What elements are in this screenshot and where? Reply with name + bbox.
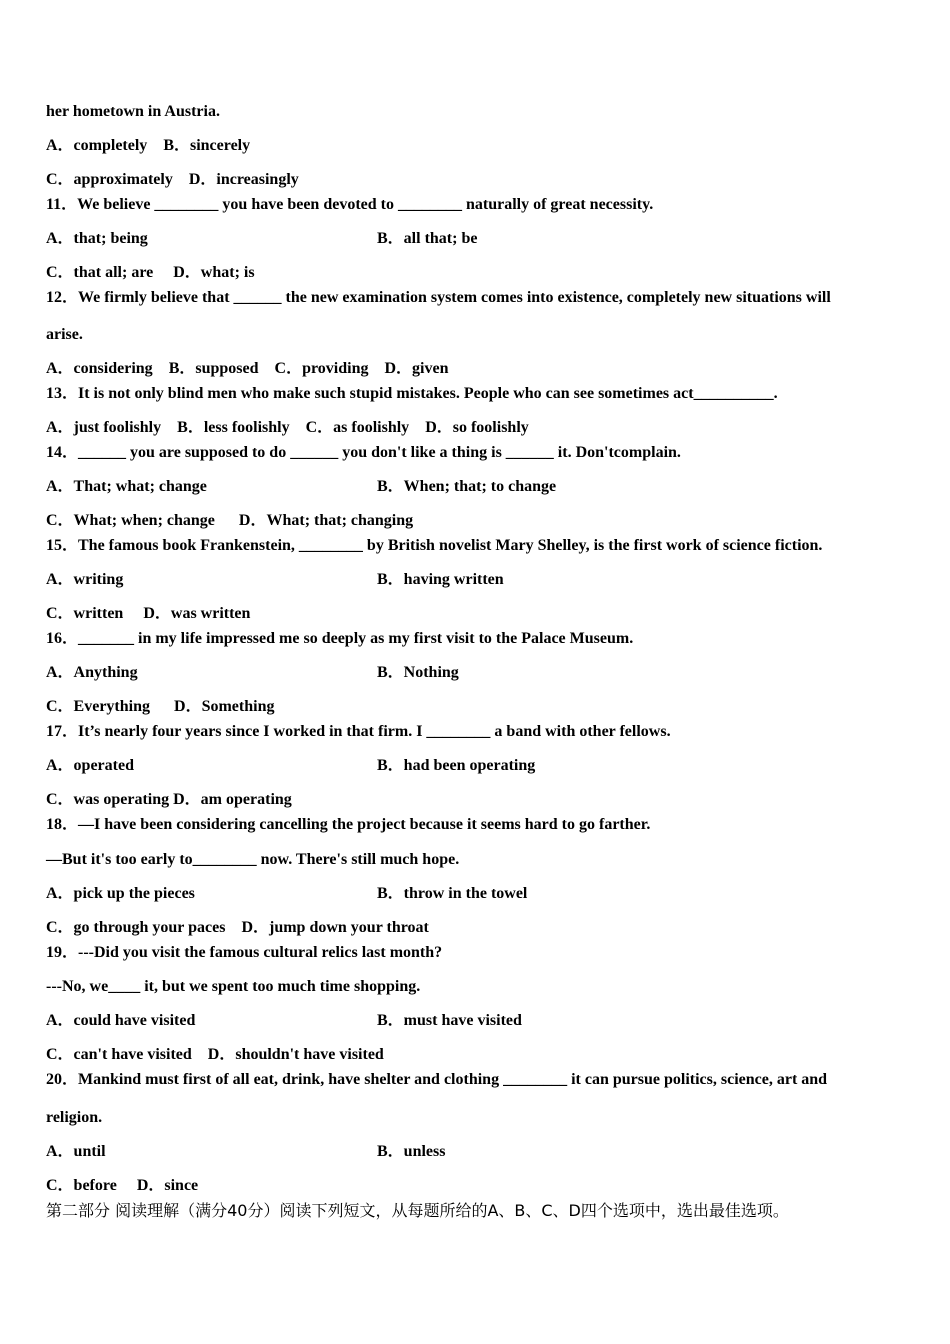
q14-option-b: B．When; that; to change (377, 478, 557, 495)
q20-option-c: C．before (46, 1177, 117, 1194)
q10-option-b: B．sincerely (163, 137, 251, 154)
q15-options-cd (46, 604, 250, 624)
q10-option-d: D．increasingly (188, 171, 299, 188)
q17-option-b: B．had been operating (377, 757, 536, 774)
q13-option-a: A．just foolishly (46, 419, 162, 436)
q15-options-ab (46, 570, 504, 590)
q11-option-c: C．that all; are (46, 264, 154, 281)
q12-option-b: B．supposed (168, 360, 259, 377)
q14-options-ab (46, 477, 557, 497)
q14-option-c: C．What; when; change (46, 512, 215, 529)
q13-option-b: B．less foolishly (177, 419, 290, 436)
q13-option-d: D．so foolishly (425, 419, 529, 436)
q10-option-a: A．completely (46, 137, 148, 154)
q15-option-d: D．was written (143, 605, 251, 622)
q16-options-ab (46, 663, 459, 683)
q19-options-cd (46, 1045, 384, 1065)
q10-options-cd (46, 170, 299, 190)
q14-option-a: A．That; what; change (46, 478, 207, 495)
q19-option-a: A．could have visited (46, 1012, 196, 1029)
q20-option-d: D．since (136, 1177, 199, 1194)
q18-stem: 18．—I have been considering cancelling the project because it seems hard to go farther. (46, 816, 651, 833)
q17-option-c: C．was operating (46, 791, 170, 808)
q17-options-ab (46, 756, 536, 776)
q16-stem: 16．_______ in my life impressed me so deeply as my first visit to the Palace Museum. (46, 630, 634, 647)
q17-option-d: D．am operating (173, 791, 292, 808)
q11-stem: 11．We believe ________ you have been devoted to ________ naturally of great necessity. (46, 196, 654, 213)
q13-options (46, 418, 529, 438)
q18-option-c: C．go through your paces (46, 919, 226, 936)
q20-stem: 20．Mankind must first of all eat, drink, have shelter and clothing ________ it can pursue politics, science, art and (46, 1071, 828, 1088)
q17-stem: 17．It’s nearly four years since I worked in that firm. I ________ a band with other fellows. (46, 723, 671, 740)
q13-option-c: C．as foolishly (305, 419, 410, 436)
q19-option-c: C．can't have visited (46, 1046, 192, 1063)
q20-option-b: B．unless (377, 1143, 446, 1160)
q17-option-a: A．operated (46, 757, 134, 774)
q15-option-a: A．writing (46, 571, 124, 588)
q18-options-cd (46, 918, 429, 938)
q11-option-b: B．all that; be (377, 230, 478, 247)
q11-options-cd (46, 263, 255, 283)
q20-options-ab (46, 1142, 446, 1162)
q16-option-b: B．Nothing (377, 664, 459, 681)
continued-stem: her hometown in Austria. (46, 103, 220, 120)
q16-options-cd (46, 697, 274, 717)
q15-stem: 15．The famous book Frankenstein, ________ by British novelist Mary Shelley, is the first work of science fiction. (46, 537, 823, 554)
q19-stem-cont: ---No, we____ it, but we spent too much time shopping. (46, 978, 421, 995)
q20-stem-cont: religion. (46, 1109, 103, 1126)
q16-option-d: D．Something (174, 698, 275, 715)
q14-stem: 14．______ you are supposed to do ______ you don't like a thing is ______ it. Don'tcomplain. (46, 444, 681, 461)
q12-option-d: D．given (384, 360, 449, 377)
q15-option-c: C．written (46, 605, 124, 622)
q12-stem-cont: arise. (46, 326, 83, 343)
q10-option-c: C．approximately (46, 171, 173, 188)
q19-option-b: B．must have visited (377, 1012, 522, 1029)
q19-stem: 19．---Did you visit the famous cultural relics last month? (46, 944, 443, 961)
q19-options-ab (46, 1011, 522, 1031)
q16-option-a: A．Anything (46, 664, 138, 681)
q11-options-ab (46, 229, 478, 249)
q19-option-d: D．shouldn't have visited (207, 1046, 384, 1063)
q10-options-ab (46, 136, 250, 156)
q18-stem-cont: —But it's too early to________ now. There's still much hope. (46, 851, 460, 868)
q20-options-cd (46, 1176, 198, 1196)
section-heading: 第二部分 阅读理解（满分40分）阅读下列短文，从每题所给的A、B、C、D四个选项中，选出最佳选项。 (46, 1201, 789, 1220)
q12-option-a: A．considering (46, 360, 153, 377)
q18-option-a: A．pick up the pieces (46, 885, 195, 902)
q18-options-ab (46, 884, 528, 904)
q11-option-a: A．that; being (46, 230, 148, 247)
q18-option-b: B．throw in the towel (377, 885, 528, 902)
q14-options-cd (46, 511, 413, 531)
q12-stem: 12．We firmly believe that ______ the new examination system comes into existence, completely new situations will (46, 289, 831, 306)
q17-options-cd (46, 790, 292, 810)
q20-option-a: A．until (46, 1143, 106, 1160)
q18-option-d: D．jump down your throat (241, 919, 429, 936)
q13-stem: 13．It is not only blind men who make such stupid mistakes. People who can see sometimes act__________. (46, 385, 778, 402)
q14-option-d: D．What; that; changing (238, 512, 414, 529)
q12-option-c: C．providing (274, 360, 369, 377)
q12-options (46, 359, 449, 379)
q16-option-c: C．Everything (46, 698, 151, 715)
q11-option-d: D．what; is (173, 264, 255, 281)
q15-option-b: B．having written (377, 571, 504, 588)
